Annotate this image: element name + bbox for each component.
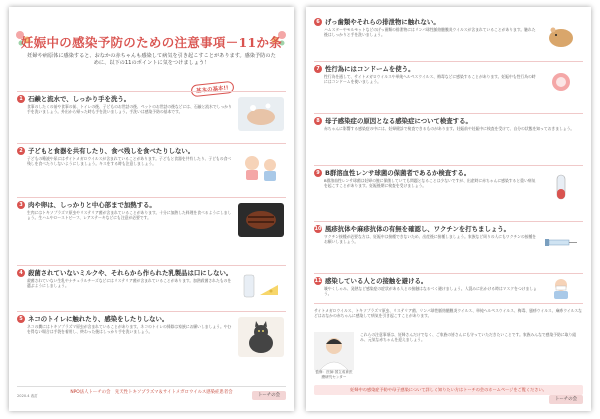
sick-person-illustration: [541, 276, 581, 300]
revision-note: 2020.4 改訂: [17, 394, 38, 398]
supervisor-block: [314, 332, 354, 380]
rule-body: ハムスターやモルモットなどのげっ歯類の排泄物にはリンパ球性脈絡髄膜炎ウイルスが含まれていることがあります。触れた後はしっかりと手を洗いましょう。: [324, 27, 536, 38]
rule-body: 殺菌されていない生乳やナチュラルチーズなどにはリステリア菌が含まれていることがあります。加熱殺菌されたものを選ぶようにしましょう。: [27, 278, 232, 289]
rule-number: 3: [17, 201, 25, 209]
page-footer: [314, 395, 583, 407]
rule-heading: 肉や卵は、しっかりと中心部まで加熱する。: [28, 201, 156, 209]
rule-body: B群溶血性レンサ球菌は妊婦の腟に保菌していても問題となることは少ないですが、出産時に赤ちゃんに感染すると重い病気を起こすことがあります。妊娠後期に検査を受けましょう。: [324, 178, 536, 189]
rule-section-7: [314, 61, 583, 112]
supervisor-message: これらの注意事項は、妊婦さんだけでなく、ご家族の皆さんにも守っていただきたいことです。家族みんなで感染予防に取り組み、元気な赤ちゃんを迎えましょう。: [360, 332, 577, 343]
intro-text: 妊婦や病原体に感染すると、おなかの赤ちゃんも感染して病気を引き起こすことがあります。感染予防のために、以下の11のポイントに気をつけましょう！: [27, 53, 276, 67]
rule-section-6: [314, 15, 583, 59]
rule-section-2: [17, 143, 286, 196]
rule-number: 2: [17, 147, 25, 155]
doctor-portrait: [314, 332, 354, 370]
rule-heading: 風疹抗体や麻疹抗体の有無を確認し、ワクチンを打ちましょう。: [325, 225, 511, 233]
rule-heading: 殺菌されていないミルクや、それらから作られた乳製品は口にしない。: [28, 269, 233, 277]
rule-number: 5: [17, 315, 25, 323]
rule-body: 赤ちゃんに影響する感染症の中には、妊婦健診で検査できるものがあります。妊娠前や妊娠中に検査を受けて、自分の状態を知っておきましょう。: [324, 126, 575, 131]
rule-section-1: [17, 91, 286, 142]
rule-heading: ネコのトイレに触れたり、感染をしたりしない。: [28, 315, 169, 323]
rule-body: 子どもの唾液や尿にはサイトメガロウイルスが含まれていることがあります。子どもと食器を共有したり、子どもの食べ残しを食べたりしないようにしましょう。キスをする時も注意しましょう。: [27, 156, 232, 167]
condom-illustration: [541, 67, 581, 97]
rule-body: 咳やくしゃみ、発熱など感染症の症状がある人との接触はなるべく避けましょう。人混みに出かける時はマスクをつけましょう。: [324, 286, 537, 297]
rule-body: ワクチン接種が必要な方は、妊娠中は接種できないため、出産後に接種しましょう。家族など周りの人にもワクチンの接種をお願いしましょう。: [324, 234, 537, 245]
pathogen-note: サイトメガロウイルス、トキソプラズマ原虫、リステリア菌、リンパ球性脈絡髄膜炎ウイルス、単純ヘルペスウイルス、梅毒、風疹ウイルス、麻疹ウイルスなどはおなかの赤ちゃんに感染して病気を引き起こすことがあります。: [314, 303, 583, 318]
hamster-photo: [541, 20, 581, 50]
cat-photo: [238, 317, 284, 357]
milk-cheese-illustration: [238, 271, 284, 301]
rule-body: 生肉にはトキソプラズマ原虫やリステリア菌が含まれていることがあります。十分に加熱した料理を食べるようにしましょう。生ハムやローストビーフ、レアステーキなどにも注意が必要です。: [27, 210, 232, 221]
rule-section-3: [17, 197, 286, 264]
rule-number: 9: [314, 169, 322, 177]
rule-body: 食事のしたくの前や食事の前、トイレの後、子どものお世話の後、ペットのお世話の後などには、石鹸と流水でしっかり手を洗いましょう。外出から帰った時も手を洗いましょう。手洗いは感染予防の基本です。: [27, 104, 232, 115]
rule-heading: 母子感染症の原因となる感染症について検査する。: [325, 117, 472, 125]
rule-heading: 感染している人との接触を避ける。: [325, 277, 428, 285]
rule-heading: 石鹸と流水で、しっかり手を洗う。: [28, 95, 131, 103]
rule-section-8: [314, 113, 583, 164]
grilled-meat-photo: [238, 203, 284, 237]
document-page-2: [306, 7, 591, 411]
rule-number: 11: [314, 278, 322, 284]
rule-body: ネコの糞にはトキソプラズマ原虫が含まれていることがあります。ネコのトイレの掃除は家族にお願いしましょう。やむを得ない場合は手袋を着用し、終わった後はしっかり手を洗いましょう。: [27, 324, 232, 335]
hand-washing-photo: [238, 97, 284, 131]
website-banner: 妊婦中の感染症予防や母子感染について詳しく知りたい方はトーチの会のホームページをご覧ください。: [314, 385, 583, 395]
organization-name: NPO法人トーチの会 先天性トキソプラズマ＆サイトメガロウイルス感染症患者会: [70, 390, 233, 395]
child-eating-illustration: [238, 149, 284, 185]
organization-logo: トーチの会: [252, 391, 286, 400]
test-tube-illustration: [541, 171, 581, 205]
rule-number: 10: [314, 226, 322, 232]
rule-number: 4: [17, 269, 25, 277]
rule-number: 1: [17, 95, 25, 103]
rule-section-9: [314, 165, 583, 220]
rule-number: 8: [314, 117, 322, 125]
rule-section-5: [17, 311, 286, 384]
rule-heading: げっ歯類やそれらの排泄物に触れない。: [325, 18, 440, 26]
page-footer: [17, 386, 286, 405]
syringe-illustration: [541, 227, 581, 257]
document-page-1: [9, 7, 294, 411]
document-title: 妊娠中の感染予防のための注意事項－11か条: [20, 35, 283, 50]
supervisor-caption: 監修：医師 国立成育医療研究センター: [315, 370, 353, 379]
rule-number: 7: [314, 65, 322, 73]
rule-section-11: [314, 273, 583, 302]
basics-badge: 基本の基本!!: [190, 81, 234, 97]
organization-logo: トーチの会: [549, 395, 583, 404]
rule-number: 6: [314, 18, 322, 26]
rule-heading: 性行為にはコンドームを使う。: [325, 65, 415, 73]
rule-section-4: [17, 265, 286, 310]
rule-heading: 子どもと食器を共有したり、食べ残しを食べたりしない。: [28, 147, 195, 155]
rule-body: 性行為を通して、サイトメガロウイルスや単純ヘルペスウイルス、梅毒などに感染することがあります。妊娠中も性行為の時にはコンドームを使いましょう。: [324, 74, 536, 85]
rule-heading: B群溶血性レンサ球菌の保菌者であるか検査する。: [325, 169, 471, 177]
rule-section-10: [314, 221, 583, 272]
